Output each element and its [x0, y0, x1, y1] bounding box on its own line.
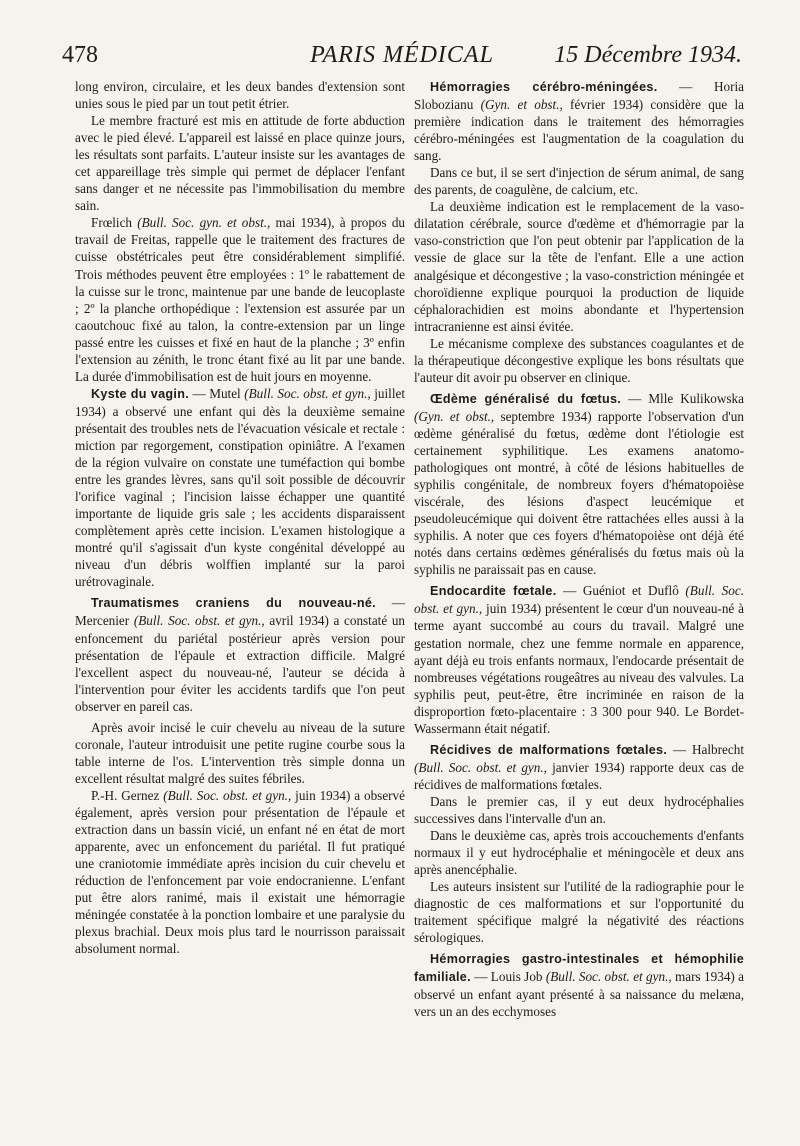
paragraph	[75, 214, 405, 384]
author: P.-H. Gernez	[91, 787, 164, 803]
paragraph-text: juin 1934) a observé également, après version pour présentation de l'épaule et extraction dans un bassin vicié, un enfant né en état de mort apparente, avec un enfoncement du pariétal. Il fut pratiqué une craniotomie immédiate après incision du cuir chevelu et réduction de l'enfoncement par voie endocranienne. L'enfant put être alors ranimé, mais il existait une hémorragie méningée constatée à la ponction lombaire et une paralysie du plexus brachial. Deux mois plus tard le nourrisson paraissait absolument normal.	[75, 787, 406, 957]
reference: (Gyn. et obst.,	[414, 408, 495, 424]
author: — Guéniot et Duflô	[556, 583, 686, 599]
author: — Horia Slobozianu	[414, 79, 744, 113]
section-title: Kyste du vagin.	[91, 386, 190, 401]
author: — Mercenier	[75, 595, 406, 629]
author: Frœlich	[91, 215, 133, 231]
paragraph: Les auteurs insistent sur l'utilité de la radiographie pour le diagnostic de ces malformations et sur l'opportunité du traitement spécifique malgré la négativité des réactions sérologiques.	[414, 879, 744, 946]
section-title: Traumatismes craniens du nouveau-né.	[91, 596, 376, 611]
section-title: Hémorragies gastro-intestinales et hémophilie familiale.	[414, 952, 744, 985]
paragraph	[75, 787, 405, 957]
section-gastro	[414, 950, 744, 1020]
author: — Halbrecht	[667, 741, 744, 757]
journal-title: PARIS MÉDICAL	[310, 42, 494, 68]
reference: (Bull. Soc. obst. et gyn.,	[414, 583, 744, 617]
paragraph-text: mai 1934), à propos du travail de Freitas, rappelle que le traitement des fractures de cuisse obstétricales peut être considérablement simplifié. Trois méthodes peuvent être employées : 1º le rabattement de la cuisse sur le tronc, maintenue par une bande de leucoplaste ; 2º la planche orthopédique : l'extension est assurée par un caoutchouc fixé au talon, la contre-extension par un linge passé entre les cuisses et fixé en haut de la planche ; 3º enfin l'extension au zénith, le tronc étant fixé au lit par une bande. La durée d'immobilisation est de huit jours en moyenne.	[75, 215, 406, 384]
paragraph-text: juin 1934) présentent le cœur d'un nouveau-né à terme ayant succombé au cours du travail. Malgré une gestation normale, chez une femme normale en apparence, ayant déjà eu trois enfants normaux, l'endocarde présentait de nombreuses végétations rougeâtres au niveau des valvules. La syphilis peut, peut-être, être incriminée en raison de la disproportion fœto-placentaire : 3 300 pour 940. Le Bordet-Wassermann était négatif.	[414, 601, 744, 736]
section-title: Œdème généralisé du fœtus.	[430, 391, 622, 406]
paragraph: Dans le premier cas, il y eut deux hydrocéphalies successives dans l'intervalle d'un an.	[414, 793, 744, 826]
reference: (Gyn. et obst.,	[480, 97, 563, 113]
paragraph: long environ, circulaire, et les deux bandes d'extension sont unies sous le pied par un tout petit étrier.	[75, 79, 405, 112]
paragraph-text: janvier 1934) rapporte deux cas de récidives de malformations fœtales.	[414, 759, 744, 792]
page-number: 478	[62, 42, 98, 68]
section-kyste	[75, 385, 405, 591]
paragraph: La deuxième indication est le remplacement de la vaso-dilatation cérébrale, source d'œdème et d'hémorragie par la vaso-constriction que l'on peut obtenir par l'application de la vessie de glace sur la tête de l'enfant. Elle a une action analgésique et décongestive ; la vaso-constriction méningée et choroïdienne explique pourquoi la production de liquide céphalorachidien est moins abondante et l'hypertension intracranienne est ainsi évitée.	[414, 199, 744, 334]
section-recidives	[414, 741, 744, 793]
paragraph-text: avril 1934) a constaté un enfoncement du pariétal postérieur après version pour présentation de l'épaule et extraction difficile. Malgré l'excellent aspect du nouveau-né, l'auteur se décida à l'intervention pour éviter les accidents tardifs que l'on peut observer en pareil cas.	[75, 613, 406, 714]
section-endocardite	[414, 582, 744, 736]
author: — Mlle Kulikowska	[621, 390, 744, 406]
paragraph: Dans ce but, il se sert d'injection de sérum animal, de sang des parents, de coagulène, de calcium, etc.	[414, 165, 744, 198]
page-header	[62, 40, 742, 76]
left-column	[75, 78, 405, 957]
reference: (Bull. Soc. obst. et gyn.,	[545, 969, 672, 985]
reference: (Bull. Soc. obst. et gyn.,	[163, 787, 292, 803]
paragraph: Le membre fracturé est mis en attitude de forte abduction avec le pied élevé. L'appareil est laissé en place quinze jours, les résultats sont parfaits. L'auteur insiste sur les avantages de cet appareillage très simple qui permet de déplacer l'enfant sans danger et ne nécessite pas l'immobilisation du membre sain.	[75, 113, 405, 214]
author: — Louis Job	[470, 969, 546, 985]
section-traumatismes	[75, 594, 405, 714]
paragraph-text: septembre 1934) rapporte l'observation d'un œdème généralisé du fœtus, œdème dont l'étiologie est certainement syphilitique. Les examens anatomo-pathologiques ont montré, à côté de lésions habituelles de syphilis congénitale, de nombreux foyers d'hématopoièse viscérale, des lésions d'aspect leucémique et pseudoleucémique qui doivent être rattachées elles aussi à la syphilis. A noter que ces foyers d'hématopoièse ont déjà été notés dans certains œdèmes généralisés du fœtus mais où la syphilis ne paraissait pas en cause.	[414, 408, 744, 578]
reference: (Bull. Soc. obst. et gyn.,	[133, 613, 265, 629]
paragraph: Le mécanisme complexe des substances coagulantes et de la thérapeutique décongestive explique les bons résultats que l'auteur dit avoir pu observer en clinique.	[414, 335, 744, 385]
reference: (Bull. Soc. obst. et gyn.,	[414, 759, 547, 775]
author: — Mutel	[189, 385, 245, 401]
reference: (Bull. Soc. obst. et gyn.,	[244, 385, 371, 401]
paragraph-text: février 1934) considère que la première indication dans le traitement des hémorragies cérébro-méningées est l'augmentation de la coagulation du sang.	[414, 97, 744, 164]
paragraph-text: mars 1934) a observé un enfant ayant présenté à sa naissance du melæna, vers un an des ecchymoses	[414, 969, 745, 1020]
section-title: Hémorragies cérébro-méningées.	[430, 80, 658, 94]
paragraph: Dans le deuxième cas, après trois accouchements d'enfants normaux il y eut hydrocéphalie et méningocèle et deux ans après anencéphalie.	[414, 828, 744, 878]
issue-date: 15 Décembre 1934.	[554, 42, 742, 68]
section-oedeme	[414, 390, 744, 579]
paragraph: Après avoir incisé le cuir chevelu au niveau de la suture coronale, l'auteur introduisit une petite rugine courbe sous la table interne de l'os. L'intervention très simple donna un excellent résultat malgré des suites fébriles.	[75, 719, 405, 786]
reference: (Bull. Soc. gyn. et obst.,	[137, 215, 271, 231]
right-column	[414, 78, 744, 1021]
section-hemorragies	[414, 78, 744, 164]
section-title: Récidives de malformations fœtales.	[430, 742, 668, 757]
section-title: Endocardite fœtale.	[430, 584, 557, 599]
paragraph-text: juillet 1934) a observé une enfant qui dès la deuxième semaine présentait des troubles nets de l'évacuation vésicale et rectale : miction par regorgement, constipation opiniâtre. A l'examen de la région vulvaire on constate une tuméfaction qui bombe entre les grandes lèvres, sans qu'il soit possible de découvrir l'orifice vaginal ; l'incision laisse échapper une quantité importante de liquide gris sale ; les accidents disparaissent complètement après cette incision. L'examen histologique a montré qu'il s'agissait d'un kyste congénital développé au niveau d'un débris wolffien implanté sur la paroi urétrovaginale.	[75, 385, 405, 590]
